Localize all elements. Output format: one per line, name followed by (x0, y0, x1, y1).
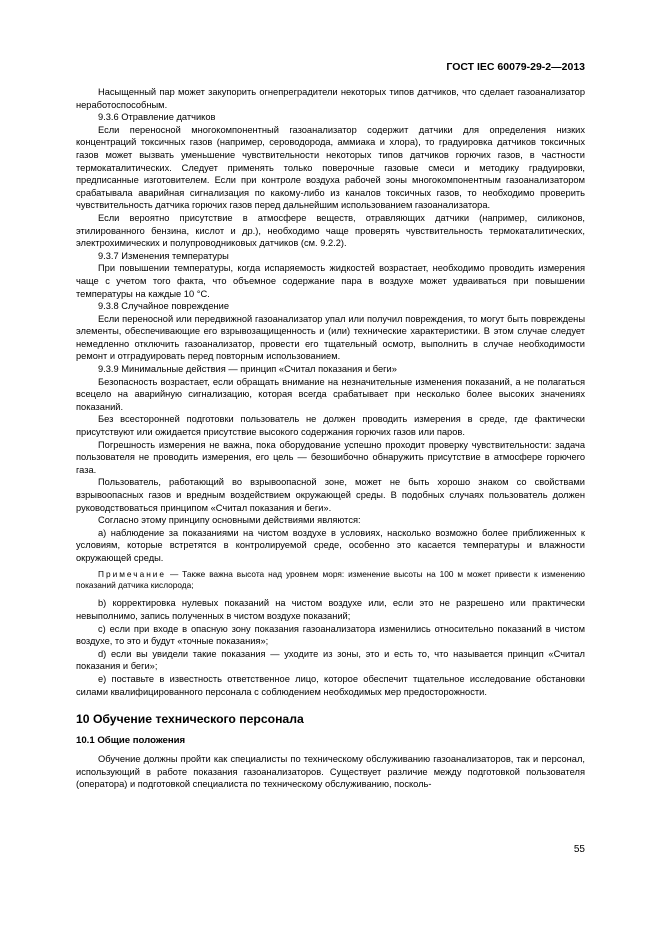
paragraph: а) наблюдение за показаниями на чистом воздухе в условиях, насколько возможно более приближенных к условиям, которые встретятся в контролируемой среде, особенно это касается температуры и влажности окружающей среды. (76, 527, 585, 563)
paragraph: Если вероятно присутствие в атмосфере веществ, отравляющих датчики (например, силиконов, этилированного бензина, кислот и др.), необходимо чаще проверять чувствительность термокаталитических, электрохимических и полупроводниковых датчиков (см. 9.2.2). (76, 212, 585, 249)
document-header: ГОСТ IEC 60079-29-2—2013 (446, 61, 585, 73)
paragraph: Погрешность измерения не важна, пока оборудование успешно проходит проверку чувствительности: задача пользователя не проводить измерения, его цель — безошибочно обнаружить присутствие в атмосфере горючего газа. (76, 439, 585, 475)
paragraph: b) корректировка нулевых показаний на чистом воздухе или, если это не разрешено или практически невыполнимо, запись полученных в чистом воздухе показаний; (76, 598, 585, 621)
paragraph: Если переносной или передвижной газоанализатор упал или получил повреждения, то могут быть повреждены элементы, обеспечивающие его взрывозащищенность и (или) технические характеристики. В этом случае следует немедленно отключить газоанализатор, провести его тщательный осмотр, выполнить в случае необходимости ремонт и отградуировать перед повторным использованием. (76, 313, 585, 362)
page-number: 55 (573, 844, 585, 855)
paragraph: Без всесторонней подготовки пользователь не должен проводить измерения в среде, где фактически присутствуют или ожидается присутствие высокого содержания горючих газов или паров. (76, 414, 585, 438)
paragraph: d) если вы увидели такие показания — уходите из зоны, это и есть то, что называется принцип «Считал показания и беги»; (76, 648, 585, 672)
note-paragraph (76, 569, 585, 592)
subsection-heading: 9.3.6 Отравление датчиков (98, 112, 216, 123)
paragraph: Если переносной многокомпонентный газоанализатор содержит датчики для определения низких концентраций токсичных газов (например, сероводорода, аммиака и хлора), то градуировка датчиков токсичных газов может вызвать уменьшение чувствительности некоторых типов датчиков горючих газов, в частности термокаталитических. Следует применять только поверочные газовые смеси и методику градуировки, предписанные изготовителем. Если при контроле воздуха рабочей зоны многокомпонентным газоанализатором срабатывала аварийная сигнализация по какому-либо из каналов токсичных газов, то необходимо проверить чувствительность датчика горючих газов перед дальнейшим использованием газоанализатора. (76, 124, 585, 211)
subsection-heading: 9.3.8 Случайное повреждение (98, 301, 230, 312)
paragraph: При повышении температуры, когда испаряемость жидкостей возрастает, необходимо проводить измерения чаще с учетом того факта, что объемное содержание пара в воздухе может удваиваться при повышении температуры на каждые 10 °С. (76, 263, 585, 299)
paragraph: е) поставьте в известность ответственное лицо, которое обеспечит тщательное исследование обстановки силами квалифицированного персонала с соблюдением необходимых мер предосторожности. (76, 673, 585, 697)
subsection-heading: 9.3.9 Минимальные действия — принцип «Считал показания и беги» (98, 364, 397, 375)
paragraph: Насыщенный пар может закупорить огнепреградители некоторых типов датчиков, что сделает газоанализатор неработоспособным. (76, 87, 585, 110)
section-heading: 10 Обучение технического персонала (76, 712, 304, 727)
paragraph: Пользователь, работающий во взрывоопасной зоне, может не быть хорошо знаком со свойствами взрывоопасных газов и вредным воздействием окружающей среды. В подобных случаях пользователь должен руководствоваться принципом «Считал показания и беги». (76, 477, 585, 513)
paragraph: с) если при входе в опасную зону показания газоанализатора изменились относительно показаний в чистом воздухе, то это и будут «точные показания»; (76, 623, 585, 647)
paragraph: Безопасность возрастает, если обращать внимание на незначительные изменения показаний, а не полагаться всецело на аварийную сигнализацию, которая всегда срабатывает при несколько более высоких значениях показаний. (76, 376, 585, 412)
note-text: — Также важна высота над уровнем моря: изменение высоты на 100 м может привести к изменению показаний датчика кислорода; (76, 568, 585, 590)
paragraph: Обучение должны пройти как специалисты по техническому обслуживанию газоанализаторов, так и персонал, использующий в работе показания газоанализаторов. Существует различие между подготовкой пользователя (оператора) и подготовкой специалиста по техническому обслуживанию, посколь- (76, 754, 585, 790)
subsection-title: 10.1 Общие положения (76, 735, 186, 747)
subsection-heading: 9.3.7 Изменения температуры (98, 250, 229, 261)
paragraph: Согласно этому принципу основными действиями являются: (98, 515, 361, 526)
note-label: Примечание (98, 568, 167, 579)
document-body (76, 86, 585, 791)
